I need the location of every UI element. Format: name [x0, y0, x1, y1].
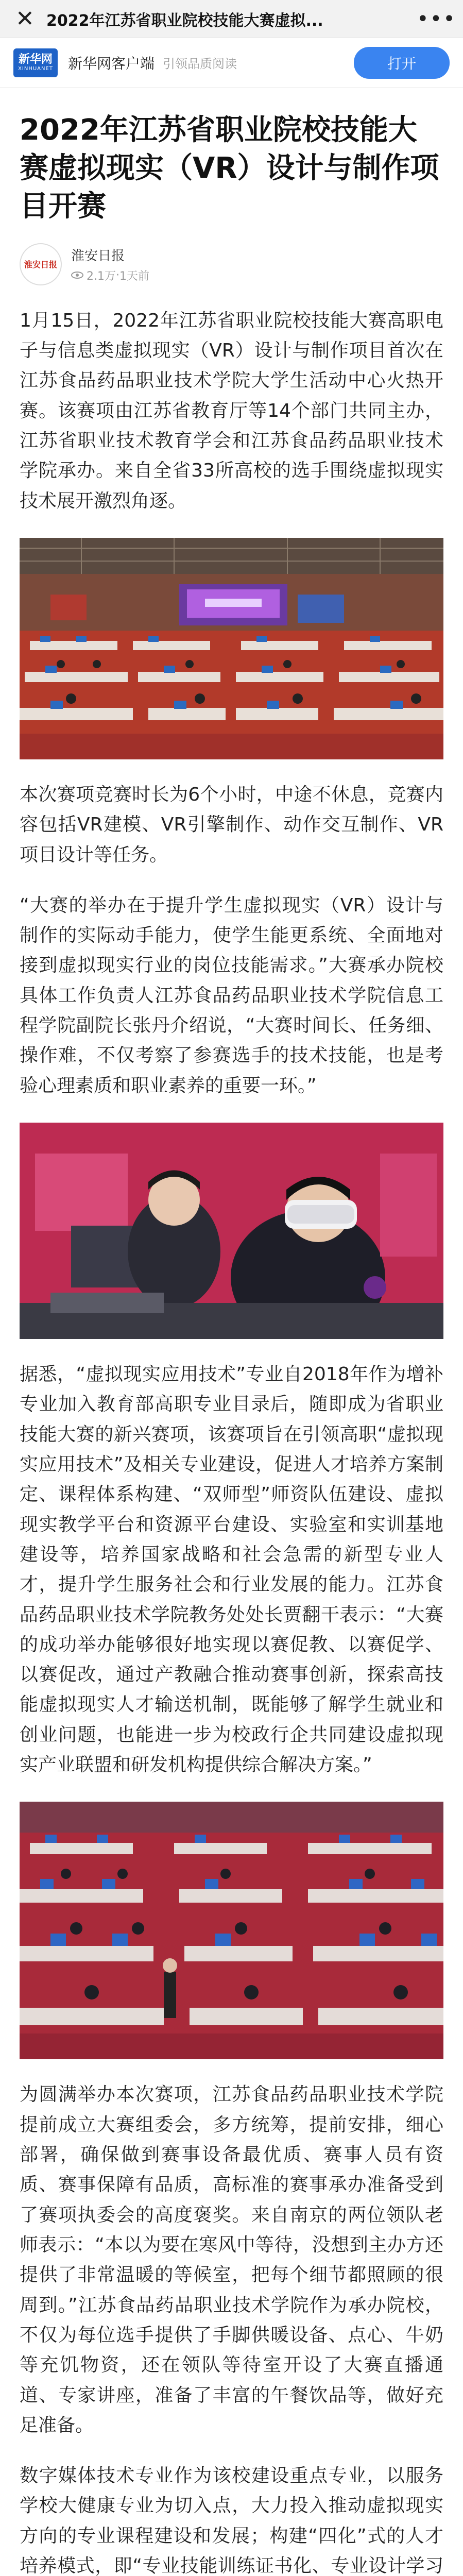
article-paragraph: 本次赛项竞赛时长为6个小时，中途不休息，竞赛内容包括VR建模、VR引擎制作、动作交互制作、VR项目设计等任务。 — [20, 784, 443, 866]
more-dots-icon[interactable]: ••• — [417, 7, 456, 31]
page-title: 2022年江苏省职业院校技能大赛虚拟... — [46, 11, 323, 30]
vr-contestant-image — [20, 1123, 443, 1339]
app-name: 新华网客户端 — [68, 55, 155, 72]
article-paragraph: 1月15日，2022年江苏省职业院校技能大赛高职电子与信息类虚拟现实（VR）设计与制作项目首次在江苏食品药品职业技术学院大学生活动中心火热开赛。该赛项由江苏省教育厅等14个部门共同主办，江苏省职业技术教育学会和江苏食品药品职业技术学院承办。来自全省33所高校的选手围绕虚拟现实技术展开激烈角逐。 — [20, 310, 443, 512]
article-content — [0, 111, 463, 2576]
meta-separator: · — [116, 268, 119, 282]
app-promo-bar — [0, 38, 463, 88]
close-icon[interactable]: ✕ — [15, 6, 35, 32]
logo-subtext: XINHUANET — [18, 66, 53, 72]
xinhua-logo — [13, 48, 58, 77]
author-avatar[interactable] — [20, 243, 62, 285]
avatar-logo-text: 淮安日报 — [24, 260, 57, 270]
article-meta — [71, 267, 149, 283]
competition-hall-image — [20, 538, 443, 759]
open-app-button[interactable]: 打开 — [354, 47, 450, 79]
hall-overview-image — [20, 1802, 443, 2059]
author-row — [20, 243, 443, 285]
logo-text: 新华网 — [18, 53, 53, 66]
article-headline: 2022年江苏省职业院校技能大赛虚拟现实（VR）设计与制作项目开赛 — [20, 113, 439, 223]
vr-contestant-photo — [20, 1123, 443, 1339]
eye-icon — [71, 272, 83, 279]
article-paragraph: 为圆满举办本次赛项，江苏食品药品职业技术学院提前成立大赛组委会，多方统筹，提前安排，细心部署，确保做到赛事设备最优质、赛事人员有资质、赛事保障有品质，高标准的赛事承办准备受到了赛项执委会的高度褒奖。来自南京的两位领队老师表示：“本以为要在寒风中等待，没想到主办方还提供了非常温暖的等候室，把每个细节都照顾的很周到。”江苏食品药品职业技术学院作为承办院校，不仅为每位选手提供了手脚供暖设备、点心、牛奶等充饥物资，还在领队等待室开设了大赛直播通道、专家讲座，准备了丰富的午餐饮品等，做好充足准备。 — [20, 2084, 443, 2436]
app-slogan: 引领品质阅读 — [163, 57, 237, 71]
publish-time: 1天前 — [119, 269, 149, 283]
hall-overview-photo — [20, 1802, 443, 2059]
top-navigation-bar — [0, 0, 463, 38]
article-paragraph: 据悉，“虚拟现实应用技术”专业自2018年作为增补专业加入教育部高职专业目录后，随即成为省职业技能大赛的新兴赛项，该赛项旨在引领高职“虚拟现实应用技术”及相关专业建设，促进人才培养方案制定、课程体系构建、“双师型”师资队伍建设、虚拟现实教学平台和资源平台建设、实验室和实训基地建设等，培养国家战略和社会急需的新型专业人才，提升学生服务社会和行业发展的能力。江苏食品药品职业技术学院教务处处长贾翻干表示：“大赛的成功举办能够很好地实现以赛促教、以赛促学、以赛促改，通过产教融合推动赛事创新，探索高技能虚拟现实人才输送机制，既能够了解学生就业和创业问题，也能进一步为校政行企共同建设虚拟现实产业联盟和研发机构提供综合解决方案。” — [20, 1364, 443, 1776]
author-name[interactable]: 淮安日报 — [71, 248, 125, 264]
view-count: 2.1万 — [87, 269, 116, 283]
competition-hall-photo — [20, 538, 443, 759]
author-info — [71, 245, 149, 283]
article-paragraph: 数字媒体技术专业作为该校建设重点专业，以服务学校大健康专业为切入点，大力投入推动虚拟现实方向的专业课程建设和发展；构建“四化”式的人才培养模式，即“专业技能训练证书化、专业设计学习 — [20, 2465, 443, 2576]
article-paragraph: “大赛的举办在于提升学生虚拟现实（VR）设计与制作的实际动手能力，使学生能更系统、全面地对接到虚拟现实行业的岗位技能需求。”大赛承办院校具体工作负责人江苏食品药品职业技术学院信息工程学院副院长张丹介绍说，“大赛时间长、任务细、操作难，不仅考察了参赛选手的技术技能，也是考验心理素质和职业素养的重要一环。” — [20, 894, 443, 1096]
